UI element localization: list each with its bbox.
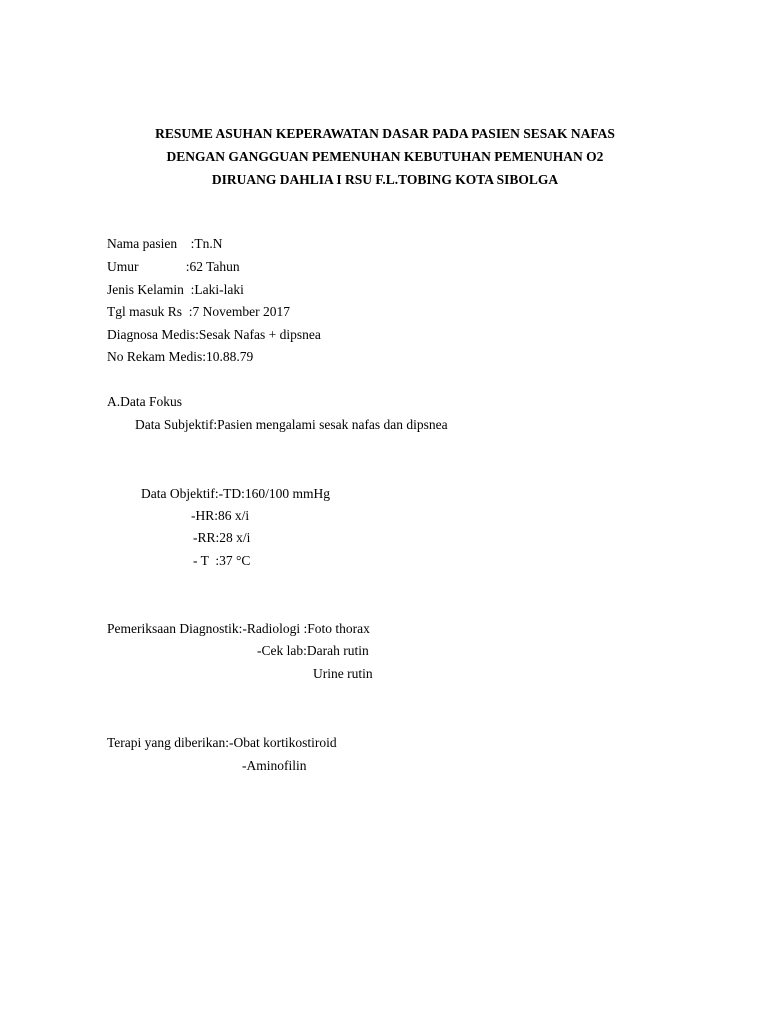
document-title [0,122,768,191]
objective-data-temp: - T :37 °C [193,553,251,568]
medical-diagnosis: Diagnosa Medis:Sesak Nafas + dipsnea [107,327,321,342]
patient-age: Umur :62 Tahun [107,259,240,274]
therapy-corticosteroid: Terapi yang diberikan:-Obat kortikostiroid [107,735,337,750]
data-fokus-heading: A.Data Fokus [107,394,182,409]
title-line-2: DENGAN GANGGUAN PEMENUHAN KEBUTUHAN PEMENUHAN O2 [166,149,604,164]
medical-record-number: No Rekam Medis:10.88.79 [107,349,254,364]
title-line-1: RESUME ASUHAN KEPERAWATAN DASAR PADA PASIEN SESAK NAFAS [155,126,615,141]
objective-data-hr: -HR:86 x/i [191,508,250,523]
patient-name: Nama pasien :Tn.N [107,236,223,251]
objective-data-rr: -RR:28 x/i [193,530,251,545]
diagnostic-radiology: Pemeriksaan Diagnostik:-Radiologi :Foto thorax [107,621,370,636]
diagnostic-lab: -Cek lab:Darah rutin [257,643,369,658]
subjective-data: Data Subjektif:Pasien mengalami sesak nafas dan dipsnea [135,417,448,432]
title-line-3: DIRUANG DAHLIA I RSU F.L.TOBING KOTA SIBOLGA [211,172,559,187]
therapy-aminophylline: -Aminofilin [242,758,307,773]
diagnostic-urine: Urine rutin [313,666,373,681]
patient-gender: Jenis Kelamin :Laki-laki [107,282,244,297]
objective-data-td: Data Objektif:-TD:160/100 mmHg [141,486,330,501]
admission-date: Tgl masuk Rs :7 November 2017 [107,304,290,319]
